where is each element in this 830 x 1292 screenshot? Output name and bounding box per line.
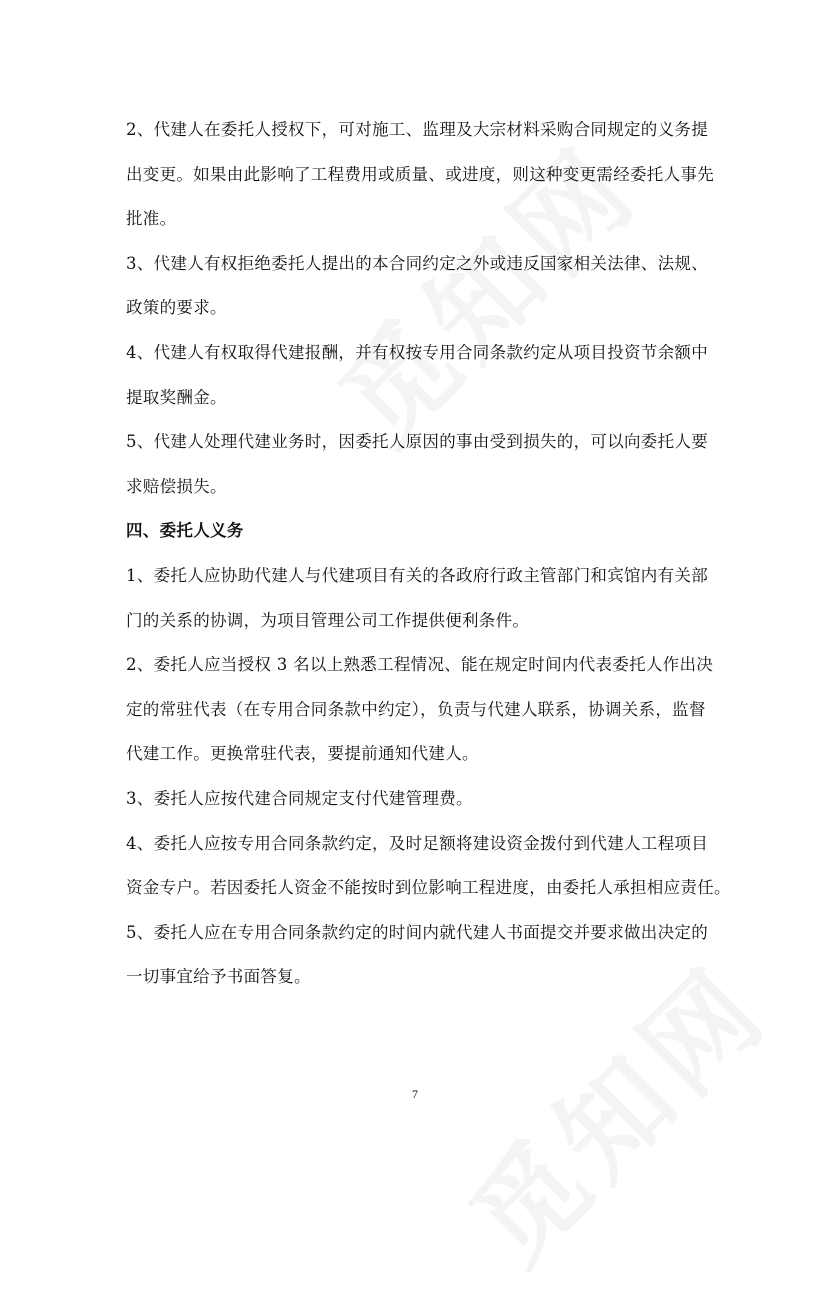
text-line: 2、代建人在委托人授权下，可对施工、监理及大宗材料采购合同规定的义务提 [126,120,708,139]
text-line: 一切事宜给予书面答复。 [126,967,311,987]
text-line: 5、委托人应在专用合同条款约定的时间内就代建人书面提交并要求做出决定的 [126,922,708,942]
text-line: 4、委托人应按专用合同条款约定，及时足额将建设资金拨付到代建人工程项目 [126,833,708,853]
text-line: 定的常驻代表（在专用合同条款中约定），负责与代建人联系，协调关系，监督 [126,699,706,719]
text-line: 5、代建人处理代建业务时，因委托人原因的事由受到损失的，可以向委托人要 [126,432,708,452]
text-line: 1、委托人应协助代建人与代建项目有关的各政府行政主管部门和宾馆内有关部 [126,565,708,585]
section-heading: 四、委托人义务 [126,521,244,541]
text-line: 批准。 [126,209,177,229]
text-line: 政策的要求。 [126,298,227,318]
page-number: 7 [412,1087,418,1101]
text-line: 门的关系的协调，为项目管理公司工作提供便利条件。 [126,610,530,630]
text-line: 求赔偿损失。 [126,476,227,496]
text-line: 3、代建人有权拒绝委托人提出的本合同约定之外或违反国家相关法律、法规、 [126,253,708,273]
text-line: 提取奖酬金。 [126,387,227,407]
text-line: 资金专户。若因委托人资金不能按时到位影响工程进度，由委托人承担相应责任。 [126,878,731,898]
text-line: 代建工作。更换常驻代表，要提前通知代建人。 [126,744,479,764]
text-line: 3、委托人应按代建合同规定支付代建管理费。 [126,788,473,808]
text-line: 出变更。如果由此影响了工程费用或质量、或进度，则这种变更需经委托人事先 [126,164,714,184]
text-line: 4、代建人有权取得代建报酬，并有权按专用合同条款约定从项目投资节余额中 [126,342,708,362]
document-body [126,108,731,1000]
text-line: 2、委托人应当授权 3 名以上熟悉工程情况、能在规定时间内代表委托人作出决 [126,655,714,675]
